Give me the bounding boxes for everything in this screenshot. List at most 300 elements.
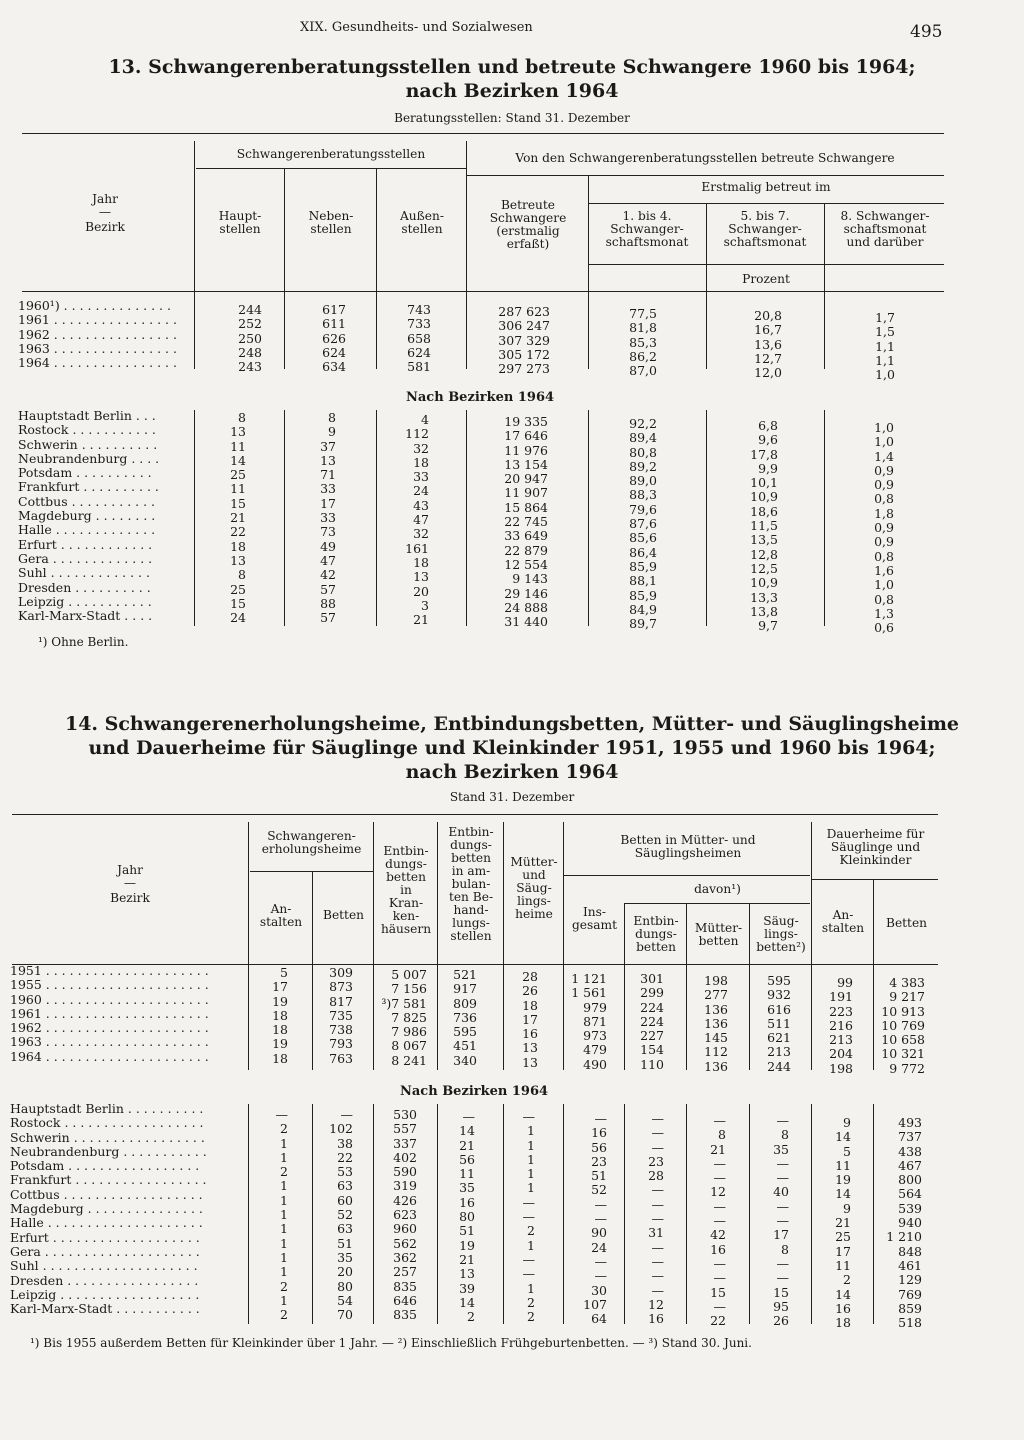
table-cell: 20,8 (754, 308, 782, 323)
table-cell: 89,7 (629, 616, 657, 632)
table-cell: 12,7 (754, 350, 782, 366)
table13-bezirk-neben (286, 411, 336, 625)
table13-col-rule (466, 410, 467, 626)
table-cell: 646 (393, 1292, 417, 1308)
table13-rule (588, 264, 944, 265)
table-cell: 16 (648, 1311, 664, 1327)
table14-year-dv-saeug (751, 974, 791, 1074)
table14-header-dv-entb: Entbin- dungs- betten (633, 914, 679, 954)
table-cell: 17 (320, 495, 336, 511)
row-label: Hauptstadt Berlin . . . (18, 408, 156, 423)
table14-bezirk-insgesamt (565, 1112, 607, 1326)
table-cell: 6,8 (758, 418, 778, 433)
table14-bezirk-dv-entb (626, 1112, 664, 1326)
table-cell: 859 (898, 1300, 922, 1316)
row-label: 1963 . . . . . . . . . . . . . . . . . . . . . (10, 1034, 209, 1050)
table13-year-m2 (708, 309, 782, 380)
table-cell: 626 (322, 330, 346, 346)
table-cell: — (776, 1270, 789, 1286)
table13-bezirk-haupt (196, 411, 246, 625)
table-cell: 84,9 (629, 601, 657, 617)
table-cell: 38 (337, 1135, 353, 1151)
table-cell: 0,9 (874, 534, 894, 550)
table13-col-rule (284, 410, 285, 626)
table14-title-line3: nach Bezirken 1964 (405, 761, 619, 783)
table14-year-betten (314, 966, 353, 1066)
table-cell: 438 (898, 1143, 922, 1159)
table-cell: 47 (320, 552, 336, 568)
table-cell: — (340, 1107, 353, 1122)
table-cell: 1 (280, 1221, 288, 1237)
table-cell: 1 (280, 1135, 288, 1151)
table-cell: 763 (329, 1050, 353, 1066)
table13-col-rule (824, 410, 825, 626)
table-cell: 9,9 (758, 460, 778, 476)
table-cell: 13 154 (504, 456, 548, 472)
table-cell: 54 (337, 1292, 353, 1308)
table14-col-rule (624, 903, 625, 1070)
table13-col-rule (588, 175, 589, 369)
table-cell: 277 (704, 987, 728, 1003)
table-cell: 2 (527, 1309, 535, 1325)
table-cell: — (594, 1111, 607, 1126)
table-cell: 737 (898, 1129, 922, 1145)
table-cell: 12 (648, 1296, 664, 1312)
table-cell: 426 (393, 1192, 417, 1208)
table14-subtitle: Stand 31. Dezember (449, 790, 575, 804)
row-label: Gera . . . . . . . . . . . . . . . . . . . . (10, 1243, 200, 1259)
table-cell: 1,1 (875, 338, 895, 354)
table-cell: 932 (767, 987, 791, 1003)
table-cell: — (651, 1139, 664, 1155)
row-label: Magdeburg . . . . . . . . . . . . . . . (10, 1201, 203, 1217)
table-cell: 18 (413, 554, 429, 570)
table-cell: 1 (280, 1192, 288, 1208)
table-cell: ³)7 581 (381, 995, 427, 1011)
table-cell: 18 (272, 1022, 288, 1038)
table-cell: 23 (591, 1153, 607, 1169)
table-cell: 3 (421, 597, 429, 613)
table14-bezirk-entb-kh (375, 1108, 417, 1322)
table-cell: 85,9 (629, 558, 657, 574)
table13-header-neben: Neben- stellen (308, 209, 354, 236)
table-cell: 10,9 (750, 575, 778, 591)
table-cell: 940 (898, 1215, 922, 1231)
table-cell: 53 (337, 1164, 353, 1180)
table-cell: 28 (522, 969, 538, 984)
table-cell: 1,4 (874, 448, 894, 464)
table-cell: 12 (710, 1184, 726, 1200)
table-cell: 307 329 (498, 332, 550, 348)
table-cell: 9 (328, 424, 336, 440)
table-cell: 1 (527, 1180, 535, 1196)
table14-header-dv-mutter: Mütter- betten (694, 921, 743, 948)
table-cell: 16 (591, 1125, 607, 1141)
table-cell: 11 (835, 1157, 851, 1173)
table-cell: 16 (522, 1026, 538, 1042)
table-cell: 340 (453, 1052, 477, 1068)
table14-header-davon: davon¹) (694, 882, 741, 896)
table-cell: 461 (898, 1257, 922, 1273)
table-cell: 26 (522, 983, 538, 999)
row-label: Hauptstadt Berlin . . . . . . . . . . (10, 1101, 204, 1116)
table-cell: 52 (337, 1207, 353, 1223)
table14-section-label: Nach Bezirken 1964 (400, 1084, 549, 1099)
table-cell: 102 (329, 1121, 353, 1137)
table-cell: 110 (640, 1056, 664, 1072)
table13-bezirk-m2 (708, 419, 778, 633)
table-cell: 19 (272, 1036, 288, 1052)
table14-col-rule (312, 1104, 313, 1324)
table-cell: 21 (413, 612, 429, 628)
table13-col-rule (588, 410, 589, 626)
table13-header-betreute: Betreute Schwangere (erstmalig erfaßt) (489, 198, 567, 251)
table-cell: 86,2 (629, 348, 657, 364)
row-label: Neubrandenburg . . . . . . . . . . . (10, 1143, 207, 1159)
table14-bezirk-betten (314, 1108, 353, 1322)
table-cell: 248 (238, 344, 262, 360)
table-cell: 89,2 (629, 458, 657, 474)
table13-bezirk-aussen (378, 413, 429, 627)
row-label: 1951 . . . . . . . . . . . . . . . . . . . . . (10, 963, 209, 978)
table-cell: 227 (640, 1028, 664, 1044)
table-cell: 1,6 (874, 562, 894, 578)
table-cell: 738 (329, 1022, 353, 1038)
table-cell: 33 (320, 510, 336, 526)
table-cell: 10 658 (881, 1032, 925, 1048)
table-cell: 493 (898, 1115, 922, 1130)
row-label: Suhl . . . . . . . . . . . . . (18, 565, 150, 581)
table-cell: 8 (781, 1241, 789, 1257)
table-cell: 39 (459, 1280, 475, 1296)
table-cell: 736 (453, 1009, 477, 1025)
row-label: Frankfurt . . . . . . . . . . . . . . . . . (10, 1172, 207, 1188)
table-cell: 616 (767, 1001, 791, 1017)
table-cell: 87,0 (629, 363, 657, 379)
table14-col-rule (563, 1104, 564, 1324)
table-cell: 13,6 (754, 336, 782, 352)
table-cell: 2 (527, 1223, 535, 1239)
table-cell: 1 (527, 1151, 535, 1167)
table-cell: 56 (591, 1139, 607, 1155)
table13-title-line1: 13. Schwangerenberatungsstellen und betreute Schwangere 1960 bis 1964; (108, 56, 916, 78)
table-cell: 60 (337, 1192, 353, 1208)
table14-year-dv-mutter (688, 974, 728, 1074)
row-label: 1961 . . . . . . . . . . . . . . . . . . . . . (10, 1005, 209, 1021)
table-cell: 33 (413, 469, 429, 485)
table-cell: 35 (459, 1180, 475, 1196)
table14-year-dv-entb (626, 972, 664, 1072)
table-cell: 16,7 (754, 322, 782, 338)
table13-rule (466, 175, 944, 176)
table-cell: 63 (337, 1178, 353, 1194)
row-label: 1964 . . . . . . . . . . . . . . . . . . . . . (10, 1048, 209, 1064)
table-cell: 611 (322, 316, 346, 332)
table14-col-rule (686, 1104, 687, 1324)
table-cell: 47 (413, 512, 429, 528)
row-label: 1960¹) . . . . . . . . . . . . . . (18, 298, 171, 313)
table-cell: — (776, 1113, 789, 1128)
table14-year-entb-kh (370, 968, 427, 1068)
table-cell: 11,5 (750, 518, 778, 534)
table-cell: 1 (280, 1264, 288, 1280)
table-cell: 18 (522, 997, 538, 1013)
table-cell: 216 (829, 1017, 853, 1033)
row-label: Frankfurt . . . . . . . . . . (18, 479, 159, 495)
table-cell: — (713, 1155, 726, 1171)
table-cell: 13 (413, 569, 429, 585)
table-cell: 24 (230, 610, 246, 626)
table-cell: 871 (583, 1013, 607, 1029)
row-label: 1960 . . . . . . . . . . . . . . . . . . . . . (10, 991, 209, 1007)
table13-col-rule (706, 410, 707, 626)
table-cell: 9 772 (889, 1060, 925, 1076)
table-cell: 73 (320, 524, 336, 540)
running-title: XIX. Gesundheits- und Sozialwesen (300, 20, 533, 35)
table-cell: 24 (413, 483, 429, 499)
table-cell: 621 (767, 1030, 791, 1046)
table13-header-haupt: Haupt- stellen (218, 209, 262, 236)
table-cell: 1 (527, 1123, 535, 1139)
table14-bezirk-d-betten (875, 1116, 922, 1330)
table-cell: 10 321 (881, 1046, 925, 1062)
table-cell: 88 (320, 595, 336, 611)
table-cell: 63 (337, 1221, 353, 1237)
table14-bezirk-dv-mutter (688, 1114, 726, 1328)
table-cell: 21 (459, 1251, 475, 1267)
table-cell: 244 (767, 1058, 791, 1074)
table-cell: 89,0 (629, 473, 657, 489)
table-cell: 21 (835, 1215, 851, 1231)
table-cell: 11 (230, 481, 246, 497)
table-cell: 287 623 (498, 304, 550, 319)
table-cell: 24 888 (504, 599, 548, 615)
table-cell: 658 (407, 330, 431, 346)
table-cell: 56 (459, 1151, 475, 1167)
table-cell: 7 825 (391, 1009, 427, 1025)
table-cell: 22 879 (504, 542, 548, 558)
table-cell: 107 (583, 1296, 607, 1312)
table-cell: 0,8 (874, 591, 894, 607)
table-cell: 85,6 (629, 530, 657, 546)
table13-col-rule (376, 168, 377, 369)
table-cell: 1,3 (874, 605, 894, 621)
table-cell: 735 (329, 1007, 353, 1023)
table-cell: — (776, 1170, 789, 1186)
table-cell: 14 (459, 1123, 475, 1139)
table14-title-line1: 14. Schwangerenerholungsheime, Entbindungsbetten, Mütter- und Säuglingsheime (64, 713, 960, 735)
table-cell: 1 (280, 1235, 288, 1251)
table-cell: 11 (230, 438, 246, 454)
table13-rule (588, 203, 944, 204)
table-cell: 28 (648, 1168, 664, 1184)
table-cell: 1 (280, 1207, 288, 1223)
table-cell: 1,8 (874, 505, 894, 521)
table-cell: — (651, 1211, 664, 1227)
table-cell: 11 907 (504, 485, 548, 501)
table-cell: 362 (393, 1249, 417, 1265)
table14-header-entb-amb: Entbin- dungs- betten in am- bulan- ten Be- hand- lungs- stellen (448, 825, 494, 943)
row-label: Halle . . . . . . . . . . . . . . . . . . . . (10, 1215, 203, 1231)
table-cell: 13 (459, 1266, 475, 1282)
table-cell: 18 (230, 538, 246, 554)
table-cell: 18 (835, 1315, 851, 1331)
table13-bezirk-betreute (468, 415, 548, 629)
table14-year-insgesamt (565, 972, 607, 1072)
table-cell: 23 (648, 1153, 664, 1169)
row-label: Rostock . . . . . . . . . . . (18, 422, 156, 438)
table-cell: — (651, 1111, 664, 1126)
table-cell: 81,8 (629, 320, 657, 336)
table-cell: 161 (405, 540, 429, 556)
row-label: 1964 . . . . . . . . . . . . . . . . (18, 355, 177, 371)
table-cell: 511 (767, 1015, 791, 1031)
table-cell: — (522, 1251, 535, 1267)
table13-col-rule (194, 141, 195, 369)
table-cell: — (594, 1253, 607, 1269)
table-cell: 16 (710, 1241, 726, 1257)
table-cell: — (651, 1196, 664, 1212)
table13-col-rule (824, 203, 825, 369)
table-cell: 1,5 (875, 324, 895, 340)
table-cell: 581 (407, 359, 431, 375)
row-label: Halle . . . . . . . . . . . . . (18, 522, 156, 538)
table-cell: 479 (583, 1042, 607, 1058)
table-cell: 4 383 (889, 975, 925, 990)
table-cell: 634 (322, 359, 346, 375)
table-cell: — (713, 1113, 726, 1128)
table-cell: 154 (640, 1042, 664, 1058)
table14-col-rule (312, 871, 313, 1070)
table-cell: 301 (640, 971, 664, 986)
table14-col-rule (437, 1104, 438, 1324)
table-cell: 13 (230, 424, 246, 440)
table-cell: 595 (453, 1024, 477, 1040)
table-cell: 793 (329, 1036, 353, 1052)
table14-top-rule (12, 814, 938, 815)
table-cell: 80 (459, 1209, 475, 1225)
table-cell: 198 (704, 973, 728, 988)
table-cell: 2 (467, 1309, 475, 1325)
table14-col-rule (811, 1104, 812, 1324)
table-cell: 20 (413, 583, 429, 599)
table13-header-month5-7: 5. bis 7. Schwanger- schaftsmonat (723, 209, 807, 249)
table13-title-line2: nach Bezirken 1964 (405, 80, 619, 102)
table13-rule (196, 168, 466, 169)
table-cell: 8 067 (391, 1038, 427, 1054)
table-cell: 250 (238, 330, 262, 346)
table-cell: 2 (280, 1164, 288, 1180)
table-cell: 769 (898, 1286, 922, 1302)
table14-header-dauer: Dauerheime für Säuglinge und Kleinkinder (826, 827, 925, 867)
table-cell: 80 (337, 1278, 353, 1294)
table-cell: 337 (393, 1135, 417, 1151)
table-cell: 9,7 (758, 618, 778, 634)
table-cell: 29 146 (504, 585, 548, 601)
table-cell: 64 (591, 1311, 607, 1327)
table-cell: — (776, 1213, 789, 1229)
table-cell: 31 440 (504, 614, 548, 630)
table-cell: 15 (773, 1284, 789, 1300)
table-cell: 1 121 (571, 971, 607, 986)
table-cell: 319 (393, 1178, 417, 1194)
table-cell: 1 (280, 1292, 288, 1308)
row-label: 1962 . . . . . . . . . . . . . . . . . . . . . (10, 1020, 209, 1036)
table-cell: 35 (773, 1141, 789, 1157)
table-cell: 917 (453, 981, 477, 997)
table-cell: 0,8 (874, 491, 894, 507)
table-cell: 77,5 (629, 306, 657, 321)
table13-bezirk-m1 (590, 417, 657, 631)
table-cell: — (522, 1194, 535, 1210)
table-cell: 15 (710, 1284, 726, 1300)
table13-header-month8: 8. Schwanger- schaftsmonat und darüber (840, 209, 930, 249)
table-cell: 13 (522, 1040, 538, 1056)
table-cell: 31 (648, 1225, 664, 1241)
table14-year-anstalten (250, 966, 288, 1066)
table-cell: 12,8 (750, 546, 778, 562)
table-cell: 11 (835, 1257, 851, 1273)
table-cell: 14 (459, 1294, 475, 1310)
table-cell: 57 (320, 581, 336, 597)
table-cell: 12,5 (750, 560, 778, 576)
table-cell: 95 (773, 1298, 789, 1314)
table-cell: 112 (405, 426, 429, 442)
table-cell: 92,2 (629, 416, 657, 431)
row-label: Potsdam . . . . . . . . . . (18, 465, 152, 481)
table-cell: 624 (322, 344, 346, 360)
table13-col-rule (376, 410, 377, 626)
table-cell: 20 (337, 1264, 353, 1280)
table-cell: — (776, 1198, 789, 1214)
table-cell: — (713, 1298, 726, 1314)
table-cell: 191 (829, 989, 853, 1005)
page-number: 495 (910, 22, 943, 42)
table-cell: 18 (272, 1050, 288, 1066)
table13-top-rule (22, 133, 944, 134)
table-cell: 1 (527, 1166, 535, 1182)
table-cell: 10,1 (750, 475, 778, 491)
table13-bezirk-labels (18, 409, 159, 623)
table14-stub-header: Jahr — Bezirk (110, 863, 150, 905)
row-label: Potsdam . . . . . . . . . . . . . . . . . (10, 1158, 200, 1174)
table-cell: 1 210 (886, 1229, 922, 1245)
table13-year-m3 (826, 311, 895, 382)
table-cell: 13 (230, 552, 246, 568)
table-cell: 12,0 (754, 365, 782, 381)
table14-header-anstalten: An- stalten (259, 902, 303, 929)
table-cell: 51 (591, 1168, 607, 1184)
table-cell: 1,0 (875, 367, 895, 383)
table-cell: 1 (280, 1149, 288, 1165)
table-cell: 8 (718, 1127, 726, 1143)
table-cell: 1,1 (875, 352, 895, 368)
table13-year-betreute (468, 305, 550, 376)
table-cell: — (522, 1266, 535, 1282)
table-cell: 136 (704, 1058, 728, 1074)
row-label: Schwerin . . . . . . . . . . . . . . . . . (10, 1129, 205, 1145)
table13-header-aussen: Außen- stellen (400, 209, 444, 236)
table-cell: — (713, 1198, 726, 1214)
row-label: 1955 . . . . . . . . . . . . . . . . . . . . . (10, 977, 209, 993)
table13-col-rule (284, 168, 285, 369)
row-label: 1963 . . . . . . . . . . . . . . . . (18, 340, 177, 356)
table14-col-rule (873, 879, 874, 1070)
table13-col-rule (194, 410, 195, 626)
table-cell: 1 (527, 1280, 535, 1296)
table-cell: — (275, 1107, 288, 1122)
table-cell: 8 (328, 410, 336, 425)
